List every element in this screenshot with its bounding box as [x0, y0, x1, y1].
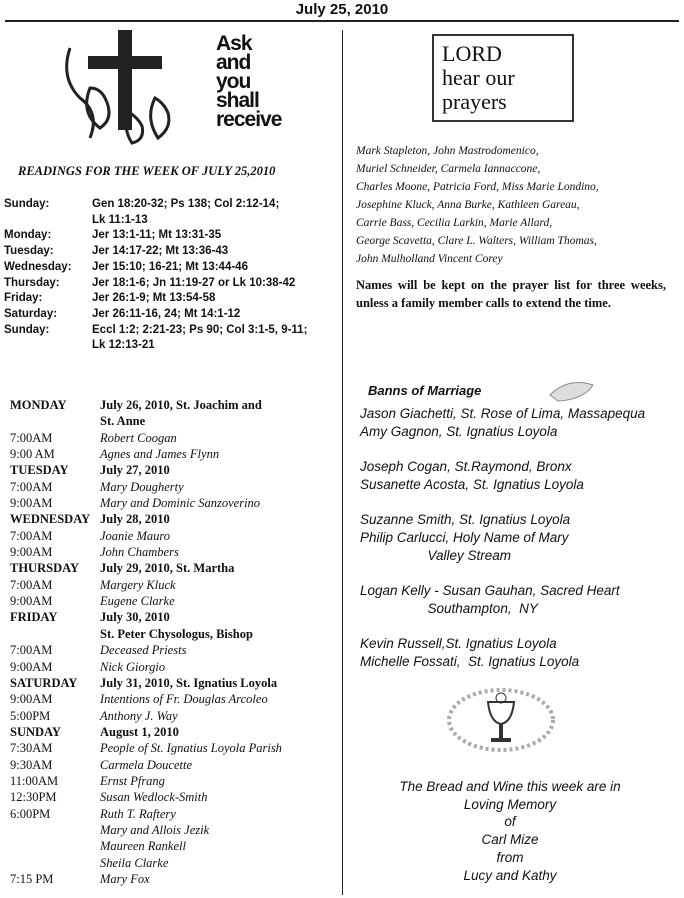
mass-row: [10, 479, 330, 495]
mass-intention: Mary and Allois Jezik: [100, 822, 210, 837]
prayer-name-line: Mark Stapleton, John Mastrodomenico,: [356, 145, 539, 157]
column-divider: [342, 30, 343, 895]
mass-row: [10, 593, 330, 609]
banns-line: Amy Gagnon, St. Ignatius Loyola: [360, 424, 558, 439]
reading-text-cont: Lk 12:13-21: [92, 339, 155, 352]
mass-intention: Anthony J. Way: [100, 708, 178, 723]
mass-intention: July 31, 2010, St. Ignatius Loyola: [100, 675, 278, 690]
bread-line: The Bread and Wine this week are in: [399, 779, 621, 794]
mass-intention: July 27, 2010: [100, 463, 170, 478]
mass-intention: July 26, 2010, St. Joachim and: [100, 398, 262, 412]
slogan-line: receive: [216, 108, 282, 131]
mass-intention: Carmela Doucette: [100, 757, 192, 772]
mass-time: 7:00AM: [10, 528, 53, 543]
mass-row: [10, 430, 330, 446]
banns-entry: [360, 635, 645, 671]
bread-line: from: [496, 849, 524, 865]
mass-time: 9:00AM: [10, 496, 53, 511]
reading-row: [4, 244, 307, 260]
reading-text-cont: Lk 11:1-13: [92, 213, 148, 226]
mass-intention: Mary Dougherty: [100, 479, 184, 494]
mass-time: MONDAY: [10, 398, 67, 412]
reading-row: [4, 307, 307, 323]
reading-row-cont: [4, 213, 307, 229]
mass-intention: August 1, 2010: [100, 724, 179, 739]
mass-time: 11:00AM: [10, 773, 59, 788]
mass-time: 7:00AM: [10, 430, 53, 445]
mass-row: [10, 740, 330, 756]
mass-time: SUNDAY: [10, 724, 61, 739]
banns-line: Susanette Acosta, St. Ignatius Loyola: [360, 477, 584, 492]
mass-intention: John Chambers: [100, 545, 179, 560]
mass-row: [10, 789, 330, 805]
banns-entry: [360, 405, 645, 441]
banns-line: Kevin Russell,St. Ignatius Loyola: [360, 636, 557, 651]
mass-day-heading: [10, 626, 330, 642]
mass-time: 7:15 PM: [10, 871, 54, 886]
slogan-line: and: [216, 51, 251, 74]
prayer-name-line: Charles Moone, Patricia Ford, Miss Marie Londino,: [356, 181, 599, 193]
mass-time: SATURDAY: [10, 675, 78, 690]
mass-row: [10, 577, 330, 593]
banns-line: Joseph Cogan, St.Raymond, Bronx: [360, 459, 572, 474]
reading-row: [4, 323, 307, 339]
mass-day-heading: [10, 462, 330, 478]
slogan-line: shall: [216, 89, 259, 112]
reading-text: Jer 15:10; 16-21; Mt 13:44-46: [92, 260, 248, 273]
reading-text: Eccl 1:2; 2:21-23; Ps 90; Col 3:1-5, 9-11;: [92, 323, 308, 336]
mass-row: [10, 806, 330, 822]
mass-row: [10, 757, 330, 773]
mass-day-heading: [10, 397, 330, 413]
banns-line: Suzanne Smith, St. Ignatius Loyola: [360, 512, 571, 527]
bread-line: Loving Memory: [463, 796, 557, 812]
reading-row: [4, 228, 307, 244]
banns-list: [360, 405, 645, 688]
mass-row: [10, 642, 330, 658]
prayer-list-note: Names will be kept on the prayer list for three weeks, unless a family member calls to extend the time.: [356, 278, 666, 310]
mass-day-heading: [10, 675, 330, 691]
mass-time: THURSDAY: [10, 561, 80, 576]
mass-day-heading: [10, 560, 330, 576]
readings-title: READINGS FOR THE WEEK OF JULY 25,2010: [18, 164, 276, 178]
reading-row: [4, 197, 307, 213]
reading-row: [4, 260, 307, 276]
prayer-name-line: George Scavetta, Clare L. Walters, William Thomas,: [356, 235, 597, 247]
mass-intention: Agnes and James Flynn: [100, 447, 220, 462]
chalice-icon: [446, 686, 556, 754]
banns-line: Logan Kelly - Susan Gauhan, Sacred Heart: [360, 583, 620, 598]
reading-text: Jer 13:1-11; Mt 13:31-35: [92, 229, 222, 242]
bread-line: Carl Mize: [481, 832, 539, 848]
header-divider: [5, 20, 679, 22]
banns-line: Jason Giachetti, St. Rose of Lima, Massapequa: [360, 406, 646, 421]
mass-day-heading: [10, 511, 330, 527]
reading-text: Jer 26:1-9; Mt 13:54-58: [92, 292, 216, 305]
mass-row: [10, 708, 330, 724]
mass-time: TUESDAY: [10, 463, 69, 478]
mass-time: FRIDAY: [10, 610, 58, 625]
mass-row: [10, 544, 330, 560]
mass-time: 6:00PM: [10, 806, 51, 821]
banns-entry: [360, 511, 645, 565]
mass-row: [10, 855, 330, 871]
mass-time: 7:00AM: [10, 479, 53, 494]
mass-row: [10, 773, 330, 789]
mass-row: [10, 495, 330, 511]
mass-time: 9:00AM: [10, 692, 53, 707]
lord-hear-our-prayers-logo: [432, 34, 574, 122]
mass-time: 7:00AM: [10, 643, 53, 658]
reading-row-cont: [4, 338, 307, 354]
mass-row: [10, 838, 330, 854]
mass-row: [10, 659, 330, 675]
mass-day-heading: [10, 724, 330, 740]
banns-line: Philip Carlucci, Holy Name of Mary: [360, 530, 569, 545]
mass-row: [10, 822, 330, 838]
mass-time: [10, 838, 100, 854]
mass-row: [10, 446, 330, 462]
prayer-list: [356, 142, 599, 268]
slogan: [216, 34, 281, 129]
prayer-name-line: Carrie Bass, Cecilia Larkin, Marie Allard,: [356, 217, 553, 229]
reading-day: Wednesday:: [4, 260, 72, 273]
mass-time: WEDNESDAY: [10, 512, 91, 527]
mass-time: [10, 855, 100, 871]
mass-row: [10, 871, 330, 887]
reading-day: Saturday:: [4, 307, 58, 320]
mass-time: [10, 626, 100, 642]
mass-intention: July 30, 2010: [100, 610, 170, 625]
dove-icon: [548, 375, 598, 405]
mass-time: 12:30PM: [10, 790, 57, 805]
prayer-name-line: Josephine Kluck, Anna Burke, Kathleen Gareau,: [356, 199, 580, 211]
mass-time: 9:00AM: [10, 594, 53, 609]
mass-intention: Ernst Pfrang: [100, 773, 165, 788]
mass-time: 7:30AM: [10, 741, 53, 756]
reading-day: Tuesday:: [4, 245, 54, 258]
mass-day-heading: [10, 609, 330, 625]
reading-day: Sunday:: [4, 198, 50, 210]
reading-text: Jer 14:17-22; Mt 13:36-43: [92, 245, 229, 258]
mass-intention: Susan Wedlock-Smith: [100, 790, 208, 805]
mass-intention: Deceased Priests: [100, 643, 187, 658]
reading-day: Friday:: [4, 292, 43, 305]
mass-intention: July 29, 2010, St. Martha: [100, 561, 235, 576]
mass-intention: St. Anne: [100, 414, 146, 429]
reading-text: Gen 18:20-32; Ps 138; Col 2:12-14;: [92, 198, 280, 210]
mass-time: 7:00AM: [10, 577, 53, 592]
cross-flames-icon: [60, 28, 200, 148]
banns-entry: [360, 582, 645, 618]
bread-line: of: [504, 814, 516, 830]
mass-intention: Sheila Clarke: [100, 855, 169, 870]
banns-line: Valley Stream: [360, 548, 512, 563]
mass-intention: Joanie Mauro: [100, 528, 171, 543]
spacer: [4, 338, 92, 354]
mass-time: 9:00 AM: [10, 447, 55, 462]
bread-line: Lucy and Kathy: [463, 867, 557, 883]
mass-intention: July 28, 2010: [100, 512, 170, 527]
mass-intention: Margery Kluck: [100, 577, 176, 592]
mass-time: [10, 413, 100, 429]
reading-row: [4, 276, 307, 292]
mass-intention: Mary and Dominic Sanzoverino: [100, 496, 261, 511]
spacer: [4, 213, 92, 229]
mass-intention: Mary Fox: [100, 871, 150, 886]
mass-day-heading: [10, 413, 330, 429]
mass-time: 9:00AM: [10, 545, 53, 560]
mass-schedule: [10, 397, 330, 887]
bread-and-wine-dedication: [380, 778, 640, 884]
slogan-line: you: [216, 70, 251, 93]
mass-intention: People of St. Ignatius Loyola Parish: [100, 741, 282, 756]
mass-row: [10, 691, 330, 707]
banns-line: Southampton, NY: [360, 601, 538, 616]
mass-time: 9:30AM: [10, 757, 53, 772]
mass-intention: Maureen Rankell: [100, 839, 186, 854]
reading-day: Thursday:: [4, 276, 60, 289]
mass-time: 5:00PM: [10, 708, 51, 723]
mass-intention: Intentions of Fr. Douglas Arcoleo: [100, 692, 268, 707]
mass-row: [10, 528, 330, 544]
mass-intention: Robert Coogan: [100, 430, 177, 445]
slogan-line: Ask: [216, 32, 252, 55]
reading-text: Jer 26:11-16, 24; Mt 14:1-12: [92, 307, 241, 320]
prayer-name-line: John Mulholland Vincent Corey: [356, 253, 503, 265]
mass-intention: St. Peter Chysologus, Bishop: [100, 626, 253, 641]
mass-intention: Nick Giorgio: [100, 659, 166, 674]
prayer-name-line: Muriel Schneider, Carmela Iannaccone,: [356, 163, 541, 175]
mass-time: [10, 822, 100, 838]
banns-title: Banns of Marriage: [368, 383, 482, 398]
logo-text: LORD hear our prayers: [442, 41, 515, 114]
reading-day: Sunday:: [4, 323, 50, 336]
reading-day: Monday:: [4, 229, 52, 242]
banns-entry: [360, 458, 645, 494]
readings-list: [4, 197, 307, 354]
mass-intention: Eugene Clarke: [100, 594, 175, 609]
mass-intention: Ruth T. Raftery: [100, 806, 176, 821]
banns-line: Michelle Fossati, St. Ignatius Loyola: [360, 654, 580, 669]
reading-text: Jer 18:1-6; Jn 11:19-27 or Lk 10:38-42: [92, 276, 296, 289]
page-date: July 25, 2010: [295, 1, 389, 18]
mass-time: 9:00AM: [10, 659, 53, 674]
reading-row: [4, 291, 307, 307]
